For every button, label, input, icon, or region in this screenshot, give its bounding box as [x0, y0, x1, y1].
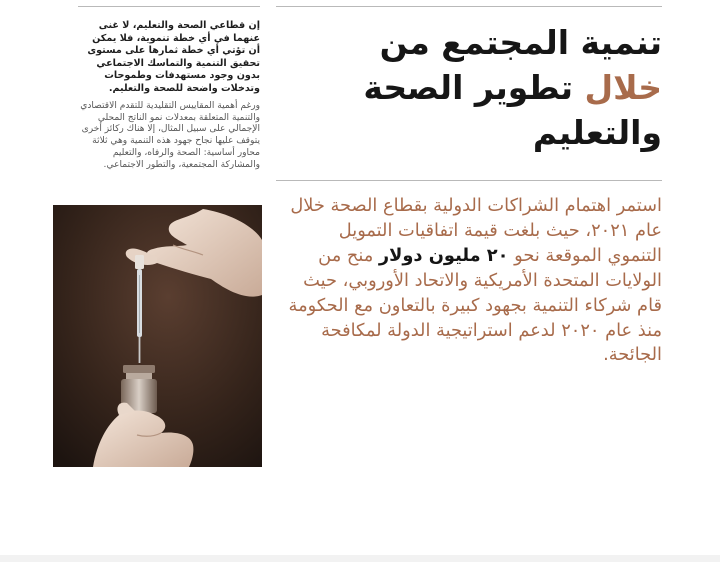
article-body-start: استمر اهتمام الشراكات الدولية بقطاع الصحة خلال عام ٢٠٢١، حيث بلغت قيمة اتفاقيات التمويل التنموي الموقعة نحو	[290, 195, 662, 266]
article-body-end: منح من الولايات المتحدة الأمريكية والاتحاد الأوروبي، حيث قام شركاء التنمية بجهود كبيرة بالتعاون مع الحكومة منذ عام ٢٠٢٠ لدعم استراتيجية الدولة لمكافحة الجائحة.	[288, 244, 662, 366]
headline-accent-word: خلال	[584, 68, 662, 107]
headline-bottom-rule	[276, 180, 662, 181]
page-footer-band	[0, 555, 720, 562]
sidebar-top-rule	[78, 6, 260, 7]
headline-top-rule	[276, 6, 662, 7]
headline-line-1: تنمية المجتمع من	[379, 23, 662, 62]
headline-line-3: والتعليم	[532, 113, 662, 152]
vaccine-photo	[53, 205, 262, 467]
sidebar-lead-paragraph: إن قطاعي الصحة والتعليم، لا غنى عنهما في أي خطة تنموية، فلا يمكن أن تؤتي أي خطة ثمارها على مستوى تحقيق التنمية والتماسك الاجتماعي بدون وجود مستهدفات وطموحات وتدخلات واضحة للصحة والتعليم.	[87, 20, 260, 94]
funding-amount-highlight: ٢٠ مليون دولار	[378, 244, 509, 266]
sidebar-body-paragraph: ورغم أهمية المقاييس التقليدية للتقدم الاقتصادي والتنمية المتعلقة بمعدلات نمو الناتج المحلي الإجمالي على سبيل المثال، إلا هناك ركائز أخرى يتوقف عليها نجاح جهود هذه التنمية وهي ثلاثة محاور أساسية: الصحة والرفاه، والتعليم والمشاركة المجتمعية، والتطور الاجتماعي.	[80, 101, 260, 170]
vaccine-photo-illustration	[53, 205, 262, 467]
article-headline	[332, 20, 662, 155]
article-body	[280, 194, 662, 368]
headline-line-2: تطوير الصحة	[363, 68, 574, 107]
